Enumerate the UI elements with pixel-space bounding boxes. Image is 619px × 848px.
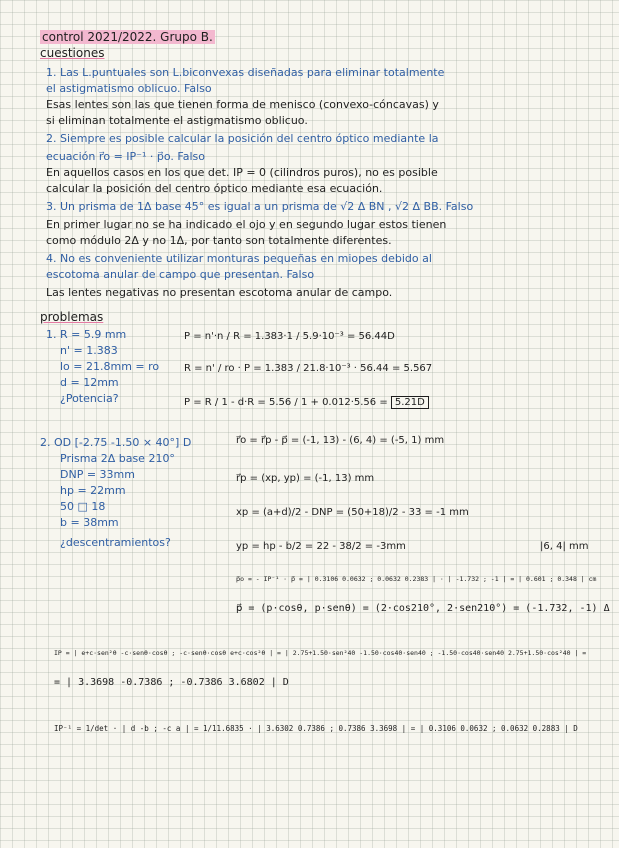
p2-eq-ip-result: = | 3.3698 -0.7386 ; -0.7386 3.6802 | D [54, 677, 289, 688]
question-2-line-2: ecuación r⃗o = IP⁻¹ · p⃗o. Falso [46, 150, 205, 163]
section-problemas: problemas [40, 310, 104, 324]
p2-eq-ip: IP = | e+c·sen²θ -c·senθ·cosθ ; -c·senθ·cosθ e+c·cos²θ | = | 2.75+1.50·sen²40 -1.50·cos40·sen40 ; -1.50·cos40·sen40 2.75+1.50·cos²40 | = [54, 649, 587, 657]
question-4-line-2: escotoma anular de campo que presentan. Falso [46, 268, 315, 281]
question-1-line-1: 1. Las L.puntuales son L.biconvexas diseñadas para eliminar totalmente [46, 66, 445, 79]
answer-4-line-1: Las lentes negativas no presentan escotoma anular de campo. [46, 286, 393, 299]
p2-result-mm: |6, 4| mm [540, 541, 589, 552]
p1-data-lo: lo = 21.8mm = ro [60, 360, 160, 373]
p1-eq-3-text: P = R / 1 - d·R = 5.56 / 1 + 0.012·5.56 = [184, 397, 391, 408]
p1-data-r: 1. R = 5.9 mm [46, 328, 127, 341]
question-3-line-1: 3. Un prisma de 1Δ base 45° es igual a un prisma de √2 Δ BN , √2 Δ BB. Falso [46, 200, 474, 213]
p2-data-od: 2. OD [-2.75 -1.50 × 40°] D [40, 436, 192, 449]
page-title [40, 30, 215, 44]
answer-2-line-1: En aquellos casos en los que det. IP = 0 (cilindros puros), no es posible [46, 166, 438, 179]
p1-eq-1: P = n'·n / R = 1.383·1 / 5.9·10⁻³ = 56.44D [184, 331, 395, 342]
question-4-line-1: 4. No es conveniente utilizar monturas pequeñas en miopes debido al [46, 252, 432, 265]
p1-eq-2: R = n' / ro · P = 1.383 / 21.8·10⁻³ · 56.44 = 5.567 [184, 363, 433, 374]
title-text: control 2021/2022. Grupo B. [42, 30, 213, 44]
p1-eq-3 [184, 396, 429, 410]
p1-data-n: n' = 1.383 [60, 344, 118, 357]
answer-2-line-2: calcular la posición del centro óptico mediante esa ecuación. [46, 182, 383, 195]
p2-data-b: b = 38mm [60, 516, 119, 529]
question-2-line-1: 2. Siempre es posible calcular la posición del centro óptico mediante la [46, 132, 439, 145]
answer-1-line-2: si eliminan totalmente el astigmatismo oblicuo. [46, 114, 308, 127]
p2-eq-po: p⃗o = - IP⁻¹ · p⃗ = | 0.3106 0.0632 ; 0.0632 0.2383 | · | -1.732 ; -1 | = | 0.601 ; 0.348 | cm [236, 575, 597, 583]
p2-data-hp: hp = 22mm [60, 484, 126, 497]
p2-eq-rp: r⃗p = (xp, yp) = (-1, 13) mm [236, 473, 375, 484]
p1-result-box: 5.21D [391, 396, 429, 409]
p2-eq-ip-inverse: IP⁻¹ = 1/det · | d -b ; -c a | = 1/11.6835 · | 3.6302 0.7386 ; 0.7386 3.3698 | = | 0.3106 0.0632 ; 0.0632 0.2883 | D [54, 724, 578, 733]
question-1-line-2: el astigmatismo oblicuo. Falso [46, 82, 212, 95]
answer-1-line-1: Esas lentes son las que tienen forma de menisco (convexo-cóncavas) y [46, 98, 439, 111]
p2-data-dnp: DNP = 33mm [60, 468, 135, 481]
answer-3-line-2: como módulo 2Δ y no 1Δ, por tanto son totalmente diferentes. [46, 234, 392, 247]
answer-3-line-1: En primer lugar no se ha indicado el ojo y en segundo lugar estos tienen [46, 218, 447, 231]
p1-question: ¿Potencia? [60, 392, 119, 405]
p2-data-box: 50 □ 18 [60, 500, 106, 513]
p2-eq-p: p⃗ = (p·cosθ, p·senθ) = (2·cos210°, 2·sen210°) = (-1.732, -1) Δ [236, 603, 610, 614]
p2-question: ¿descentramientos? [60, 536, 171, 549]
section-cuestiones: cuestiones [40, 46, 105, 60]
p2-data-prisma: Prisma 2Δ base 210° [60, 452, 175, 465]
p2-eq-xp: xp = (a+d)/2 - DNP = (50+18)/2 - 33 = -1 mm [236, 507, 469, 518]
p2-eq-yp: yp = hp - b/2 = 22 - 38/2 = -3mm [236, 541, 406, 552]
p2-eq-ro: r⃗o = r⃗p - p⃗ = (-1, 13) - (6, 4) = (-5, 1) mm [236, 435, 445, 446]
p1-data-d: d = 12mm [60, 376, 119, 389]
